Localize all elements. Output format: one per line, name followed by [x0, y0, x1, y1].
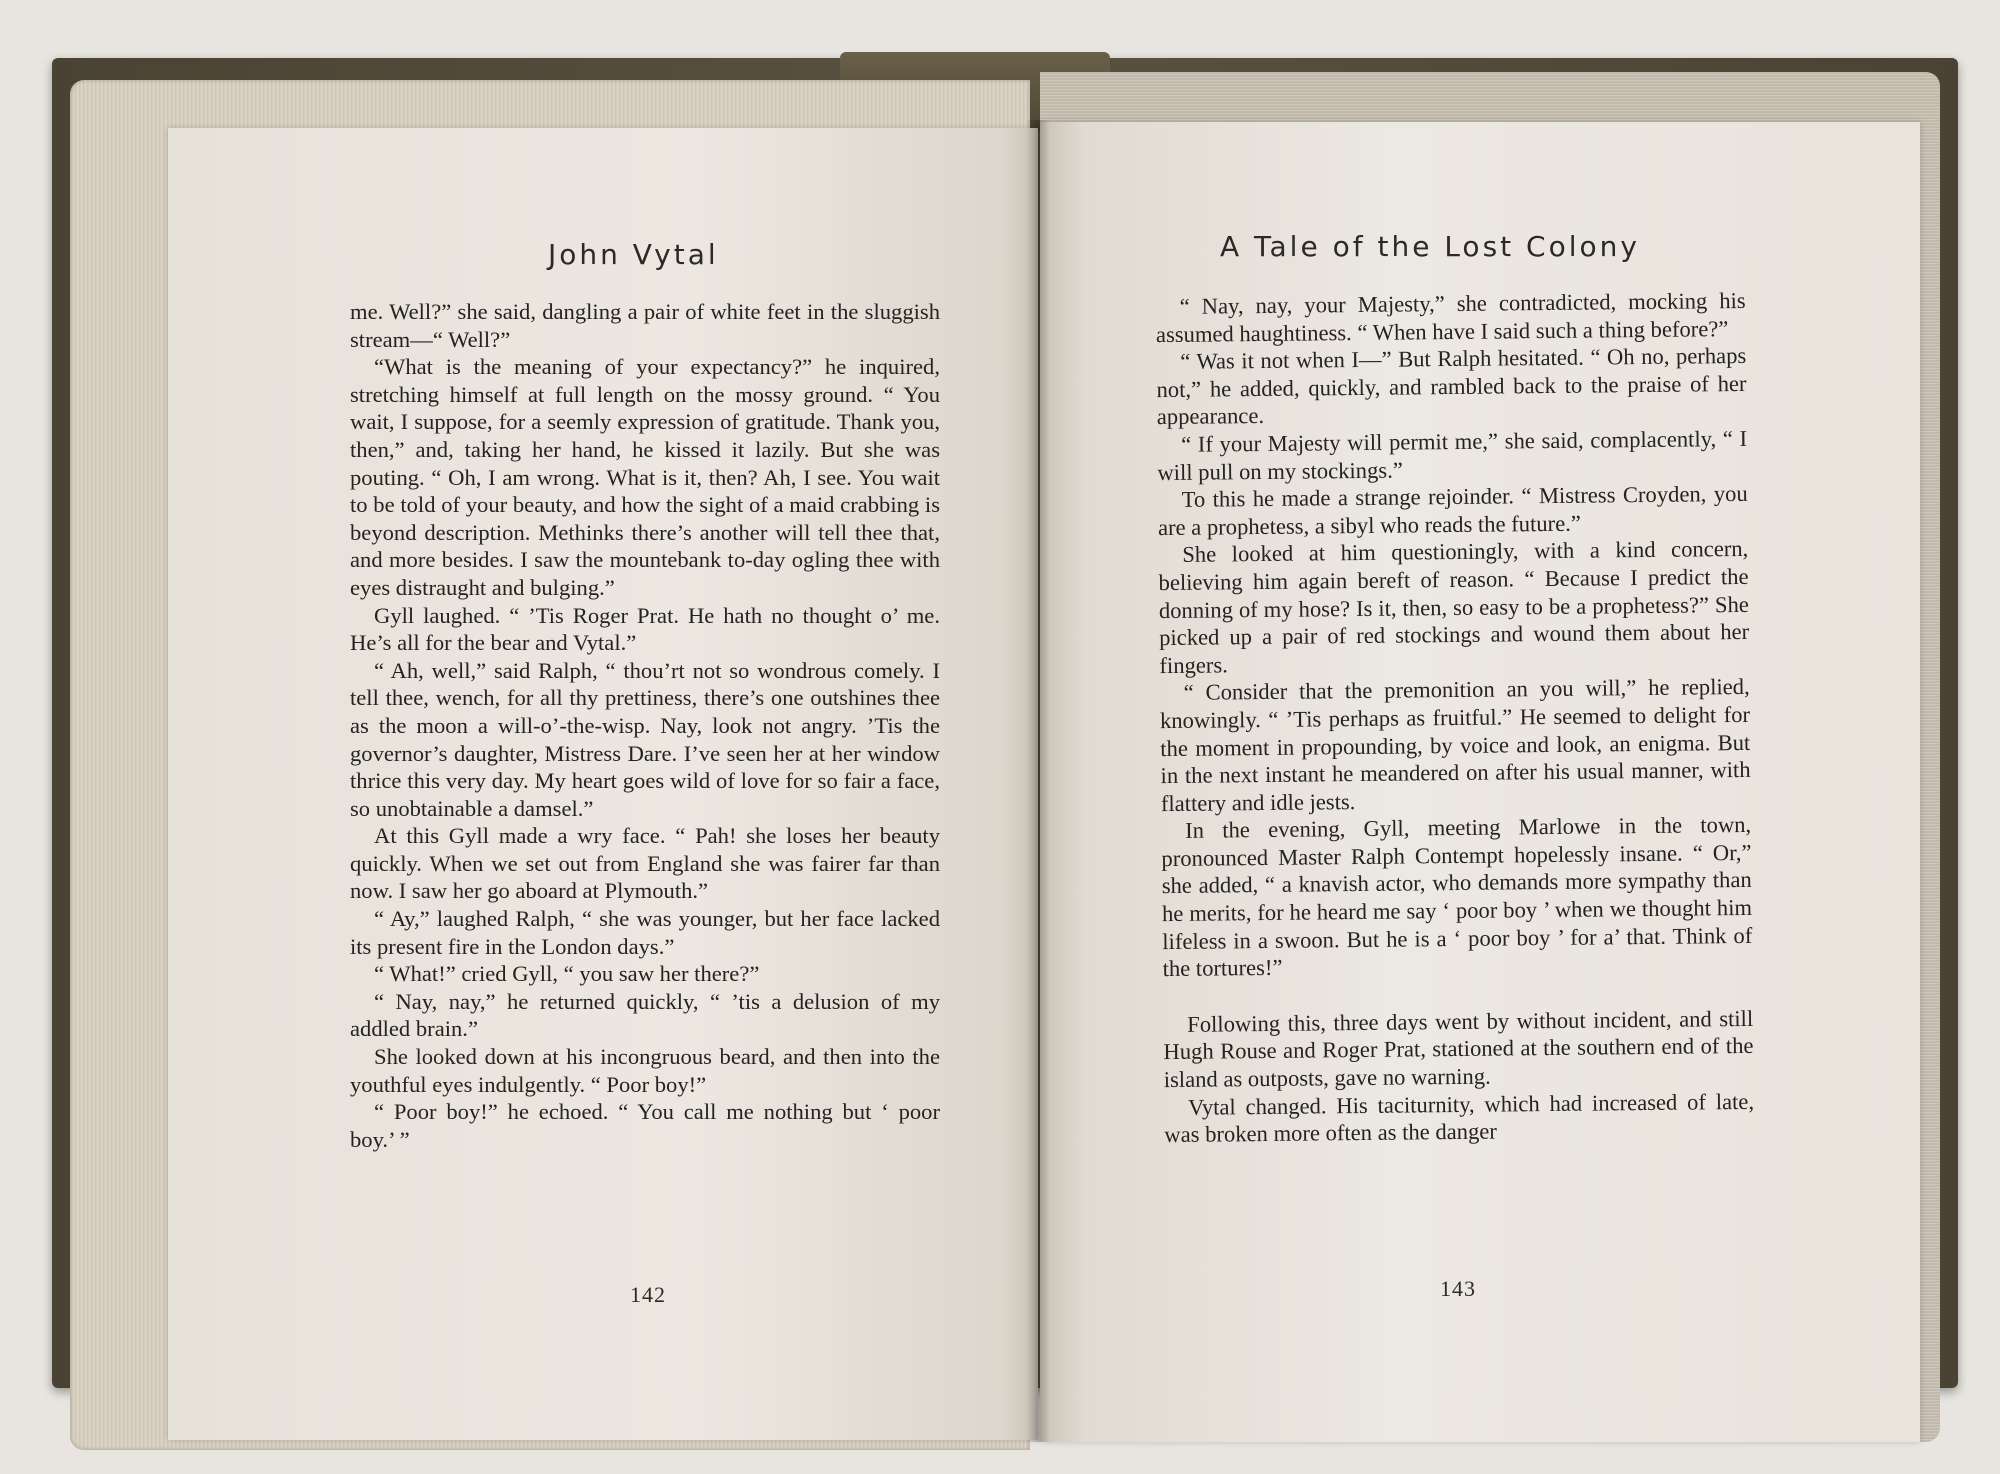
right-page-text [1156, 287, 1755, 1149]
paragraph: “ Ay,” laughed Ralph, “ she was younger, but her face lacked its present fire in the London days.” [350, 906, 940, 959]
paragraph: “ Ah, well,” said Ralph, “ thou’rt not so wondrous comely. I tell thee, wench, for all thy prettiness, there’s one outshines thee as the moon a will-o’-the-wisp. Nay, look not angry. ’Tis the governor’s daughter, Mistress Dare. I’ve seen her at her window thrice this very day. My heart goes wild of love for so fair a face, so unobtainable a damsel.” [350, 657, 940, 821]
paragraph: me. Well?” she said, dangling a pair of white feet in the sluggish stream—“ Well?” [350, 299, 940, 352]
paragraph: Vytal changed. His taciturnity, which had increased of late, was broken more often as the danger [1164, 1088, 1755, 1148]
paragraph: Following this, three days went by without incident, and still Hugh Rouse and Roger Prat, stationed at the southern end of the island as outposts, gave no warning. [1163, 1005, 1754, 1093]
paragraph: “ Nay, nay, your Majesty,” she contradicted, mocking his assumed haughtiness. “ When have I said such a thing before?” [1155, 287, 1746, 347]
left-page-number: 142 [630, 1282, 666, 1307]
left-page-text [350, 298, 940, 1153]
paragraph: “ If your Majesty will permit me,” she said, complacently, “ I will pull on my stockings.” [1157, 425, 1748, 485]
right-page-number: 143 [1440, 1276, 1476, 1301]
right-running-head: A Tale of the Lost Colony [1220, 230, 1640, 263]
paragraph: She looked at him questioningly, with a kind concern, believing him again bereft of reason. “ Because I predict the donning of my hose? Is it, then, so easy to be a prophetess?” She picked up a pair of red stockings and wound them about her fingers. [1158, 536, 1750, 678]
paragraph: To this he made a strange rejoinder. “ Mistress Croyden, you are a prophetess, a sibyl who reads the future.” [1157, 481, 1748, 540]
left-running-head: John Vytal [548, 238, 719, 271]
paragraph: “ Nay, nay,” he returned quickly, “ ’tis a delusion of my addled brain.” [350, 988, 940, 1042]
paragraph: She looked down at his incongruous beard, and then into the youthful eyes indulgently. “ Poor boy!” [350, 1044, 940, 1097]
paragraph: Gyll laughed. “ ’Tis Roger Prat. He hath no thought o’ me. He’s all for the bear and Vytal.” [350, 602, 940, 656]
paragraph: “ What!” cried Gyll, “ you saw her there?” [374, 961, 760, 987]
book-gutter [1026, 120, 1050, 1442]
paragraph: “ Was it not when I—” But Ralph hesitated. “ Oh no, perhaps not,” he added, quickly, and rambled back to the praise of her appearance. [1156, 343, 1747, 430]
paragraph: “What is the meaning of your expectancy?” he inquired, stretching himself at full length on the mossy ground. “ You wait, I suppose, for a seemly expression of gratitude. Thank you, then,” and, taking her hand, he kissed it lazily. But she was pouting. “ Oh, I am wrong. What is it, then? Ah, I see. You wait to be told of your beauty, and how the sight of a maid crabbing is beyond description. Methinks there’s another will tell thee that, and more besides. I saw the mountebank to-day ogling thee with eyes distraught and bulging.” [350, 354, 940, 600]
paragraph: At this Gyll made a wry face. “ Pah! she loses her beauty quickly. When we set out from England she was fairer far than now. I saw her go aboard at Plymouth.” [350, 823, 940, 904]
paragraph: “ Poor boy!” he echoed. “ You call me nothing but ‘ poor boy.’ ” [350, 1099, 940, 1152]
paragraph: “ Consider that the premonition an you will,” he replied, knowingly. “ ’Tis perhaps as fruitful.” He seemed to delight for the moment in propounding, by voice and look, an enigma. But in the next instant he meandered on after his usual manner, with flattery and idle jests. [1159, 674, 1751, 816]
paragraph: In the evening, Gyll, meeting Marlowe in the town, pronounced Master Ralph Contempt hopelessly insane. “ Or,” she added, “ a knavish actor, who demands more sympathy than he merits, for he heard me say ‘ poor boy ’ when we thought him lifeless in a swoon. But he is a ‘ poor boy ’ for a’ that. Think of the tortures!” [1161, 812, 1753, 982]
